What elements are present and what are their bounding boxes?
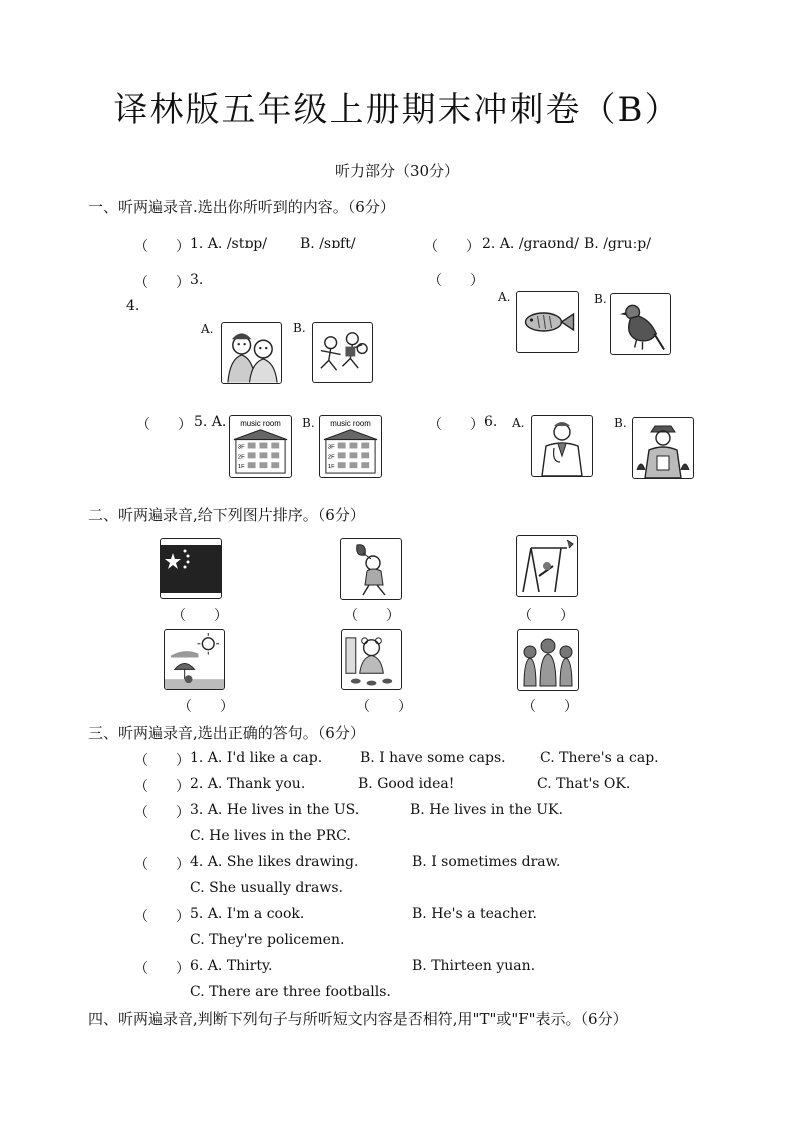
q3-6-option-c: C. There are three footballs. bbox=[190, 984, 391, 1000]
answer-blank-3-2[interactable]: （ ） bbox=[134, 779, 190, 795]
q6-picture-a-doctor bbox=[531, 415, 593, 477]
q3-1-option-a: 1. A. I'd like a cap. bbox=[190, 750, 323, 766]
ordering-blank-1[interactable]: （ ） bbox=[172, 608, 228, 624]
q3-5-option-a: 5. A. I'm a cook. bbox=[190, 906, 305, 922]
question-1-6-number: 6. bbox=[484, 414, 498, 430]
q4-label-b: B. bbox=[594, 292, 607, 306]
answer-blank-3-4[interactable]: （ ） bbox=[134, 857, 190, 873]
q3-4-option-c: C. She usually draws. bbox=[190, 880, 343, 896]
answer-blank-1-6[interactable]: （ ） bbox=[428, 417, 484, 433]
floor-1-b: 1F bbox=[327, 464, 335, 471]
q3-4-option-a: 4. A. She likes drawing. bbox=[190, 854, 359, 870]
q3-label-a: A. bbox=[201, 322, 214, 336]
fish-icon bbox=[517, 292, 578, 352]
answer-blank-1-3[interactable]: （ ） bbox=[134, 275, 190, 291]
question-1-4-number: 4. bbox=[126, 298, 140, 314]
page-title: 译林版五年级上册期末冲刺卷（B） bbox=[113, 90, 681, 130]
q3-picture-a-family bbox=[221, 322, 282, 384]
question-1-5-option-a: 5. A. bbox=[194, 414, 227, 430]
floor-3-a: 3F bbox=[237, 444, 245, 451]
q3-4-option-b: B. I sometimes draw. bbox=[412, 854, 561, 870]
building-icon bbox=[230, 416, 291, 477]
building-icon bbox=[320, 416, 381, 477]
bird-icon bbox=[611, 294, 670, 354]
farmer-icon bbox=[633, 418, 693, 478]
floor-1-a: 1F bbox=[237, 464, 245, 471]
q3-2-option-b: B. Good idea! bbox=[358, 776, 455, 792]
ordering-picture-flag bbox=[160, 538, 222, 599]
q3-6-option-a: 6. A. Thirty. bbox=[190, 958, 273, 974]
q3-1-option-c: C. There's a cap. bbox=[540, 750, 659, 766]
question-1-1-option-b: B. /sɒft/ bbox=[300, 236, 356, 252]
music-room-sign-a: music room bbox=[240, 418, 281, 428]
q3-1-option-b: B. I have some caps. bbox=[360, 750, 506, 766]
bear-picnic-icon bbox=[342, 630, 401, 689]
q3-picture-b-kids-running bbox=[312, 322, 373, 383]
section-2-heading: 二、听两遍录音,给下列图片排序。（6分） bbox=[88, 506, 365, 524]
answer-blank-3-3[interactable]: （ ） bbox=[134, 805, 190, 821]
running-kids-icon bbox=[313, 323, 372, 382]
answer-blank-3-6[interactable]: （ ） bbox=[134, 961, 190, 977]
q4-picture-a-fish bbox=[516, 291, 579, 353]
answer-blank-1-1[interactable]: （ ） bbox=[134, 239, 190, 255]
q6-label-a: A. bbox=[512, 416, 525, 430]
answer-blank-1-5[interactable]: （ ） bbox=[136, 417, 192, 433]
q6-label-b: B. bbox=[614, 416, 627, 430]
q3-3-option-a: 3. A. He lives in the US. bbox=[190, 802, 360, 818]
ordering-picture-boy-with-bag bbox=[340, 538, 402, 600]
ordering-picture-playground bbox=[516, 535, 578, 597]
q5-label-b: B. bbox=[302, 416, 315, 430]
music-room-sign-b: music room bbox=[330, 418, 371, 428]
q3-5-option-b: B. He's a teacher. bbox=[412, 906, 537, 922]
boy-bag-icon bbox=[341, 539, 401, 599]
floor-3-b: 3F bbox=[327, 444, 335, 451]
ordering-picture-three-bears bbox=[517, 629, 579, 691]
playground-icon bbox=[517, 536, 577, 596]
ordering-blank-5[interactable]: （ ） bbox=[356, 699, 412, 715]
ordering-blank-3[interactable]: （ ） bbox=[518, 608, 574, 624]
question-1-2-option-b: B. /gruːp/ bbox=[584, 236, 651, 252]
ordering-blank-6[interactable]: （ ） bbox=[522, 699, 578, 715]
floor-2-a: 2F bbox=[237, 454, 245, 461]
answer-blank-3-1[interactable]: （ ） bbox=[134, 753, 190, 769]
section-3-heading: 三、听两遍录音,选出正确的答句。（6分） bbox=[88, 724, 365, 742]
q5-picture-b-music-room bbox=[319, 415, 382, 478]
section-1-heading: 一、听两遍录音.选出你所听到的内容。（6分） bbox=[88, 198, 395, 216]
ordering-picture-bear-picnic bbox=[341, 629, 402, 690]
people-icon bbox=[222, 323, 281, 383]
floor-2-b: 2F bbox=[327, 454, 335, 461]
q3-2-option-a: 2. A. Thank you. bbox=[190, 776, 306, 792]
ordering-picture-sunny-umbrella bbox=[164, 629, 225, 690]
answer-blank-1-4[interactable]: （ ） bbox=[428, 273, 484, 289]
q4-picture-b-bird bbox=[610, 293, 671, 355]
flag-icon bbox=[161, 539, 221, 598]
q3-3-option-c: C. He lives in the PRC. bbox=[190, 828, 351, 844]
answer-blank-1-2[interactable]: （ ） bbox=[424, 239, 480, 255]
q4-label-a: A. bbox=[498, 290, 511, 304]
q3-2-option-c: C. That's OK. bbox=[537, 776, 631, 792]
ordering-blank-4[interactable]: （ ） bbox=[178, 699, 234, 715]
q3-3-option-b: B. He lives in the UK. bbox=[410, 802, 563, 818]
question-1-1-option-a: 1. A. /stɒp/ bbox=[190, 236, 267, 252]
q3-label-b: B. bbox=[293, 321, 306, 335]
listening-section-title: 听力部分（30分） bbox=[334, 162, 460, 180]
bears-icon bbox=[518, 630, 578, 690]
q5-picture-a-music-room bbox=[229, 415, 292, 478]
sun-umbrella-icon bbox=[165, 630, 224, 689]
ordering-blank-2[interactable]: （ ） bbox=[344, 608, 400, 624]
answer-blank-3-5[interactable]: （ ） bbox=[134, 909, 190, 925]
section-4-heading: 四、听两遍录音,判断下列句子与所听短文内容是否相符,用"T"或"F"表示。（6分） bbox=[88, 1010, 628, 1028]
q3-5-option-c: C. They're policemen. bbox=[190, 932, 345, 948]
question-1-2-option-a: 2. A. /graʊnd/ bbox=[482, 236, 579, 252]
q3-6-option-b: B. Thirteen yuan. bbox=[412, 958, 536, 974]
doctor-icon bbox=[532, 416, 592, 476]
question-1-3-number: 3. bbox=[190, 272, 204, 288]
q6-picture-b-farmer bbox=[632, 417, 694, 479]
